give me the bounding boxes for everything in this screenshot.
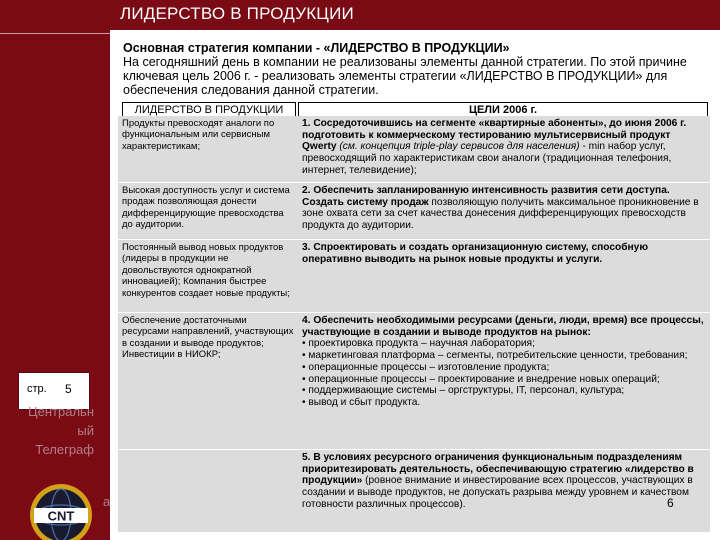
table-row: [118, 183, 710, 240]
goal-detail: - min набор услуг, превосходящий по характеристикам свои аналоги (традиционная телефония, интернет, телевидение);: [302, 141, 672, 176]
cnt-logo-icon: [28, 482, 94, 540]
row-right-text: [302, 118, 706, 177]
table-header-right: ЦЕЛИ 2006 г.: [298, 102, 708, 118]
row-right-text: [302, 242, 706, 265]
intro-body: На сегодняшний день в компании не реализованы элементы данной стратегии. По этой причине ключевая цель 2006 г. - реализовать элементы стратегии «ЛИДЕРСТВО В ПРОДУКЦИИ» для обеспечения следования данной стратегии.: [123, 55, 687, 97]
table-row: [118, 240, 710, 313]
page-label: стр.: [27, 383, 47, 395]
row-left-text: Продукты превосходят аналоги по функциональным или сервисным характеристикам;: [122, 118, 275, 152]
goal-detail: позволяющую получить максимальное проникновение в зоне охвата сети за счет качества донесения дифференцирующих превосходств продукта до аудитории.: [302, 196, 699, 232]
intro-heading: Основная стратегия компании - «ЛИДЕРСТВО В ПРОДУКЦИИ»: [123, 41, 510, 55]
row-right-text: [302, 185, 706, 232]
goal-bullet: • проектировка продукта – научная лаборатория;: [302, 338, 535, 350]
strategy-table: [118, 116, 710, 532]
table-row: [118, 313, 710, 450]
slide-title: ЛИДЕРСТВО В ПРОДУКЦИИ: [120, 4, 354, 23]
goal-title: 5. В условиях ресурсного ограничения функциональным подразделениям приоритезировать деятельность, обеспечивающую стратегию «лидерство в продукции»: [302, 452, 694, 487]
logo-tail-text: а: [103, 494, 111, 509]
row-right-text: [302, 452, 706, 511]
goal-detail: (ровное внимание и инвестирование всех процессов, участвующих в создании и выводе продуктов, не допускать разрыва между уровнем и качеством готовности различных процессов).: [302, 475, 693, 510]
goal-title: 4. Обеспечить необходимыми ресурсами (деньги, люди, время) все процессы, участвующие в создании и выводе продуктов на рынок:: [302, 315, 704, 338]
sidebar: [0, 30, 110, 540]
table-row: [118, 116, 710, 183]
table-row: [118, 450, 710, 533]
company-name-text: Центральн ый Телеграф: [28, 404, 94, 457]
row-left-text: Постоянный вывод новых продуктов (лидеры в продукции не довольствуются однократной инновацией); Компания быстрее конкурентов создает новые продукты;: [122, 242, 290, 299]
row-right-text: [302, 315, 706, 409]
goal-title: 3. Спроектировать и создать организационную систему, способную оперативно выводить на рынок новые продукты и услуги.: [302, 242, 649, 265]
slide-header: [0, 0, 720, 30]
goal-bullet: • операционные процессы – изготовление продукта;: [302, 361, 550, 373]
table-header-left: ЛИДЕРСТВО В ПРОДУКЦИИ: [122, 102, 296, 118]
goal-title: 1. Сосредоточившись на сегменте «квартирные абоненты», до июня 2006 г. подготовить к коммерческому тестированию мультисервисный продукт Qwerty: [302, 118, 687, 153]
goal-bullet: • поддерживающие системы – оргструктуры, IT, персонал, культура;: [302, 385, 625, 397]
row-left-text: Высокая доступность услуг и система продаж позволяющая донести дифференцирующие превосходства до аудитории.: [122, 185, 290, 231]
goal-title: 2. Обеспечить запланированную интенсивность развития сети доступа. Создать систему продаж: [302, 185, 670, 208]
goal-note: (см. концепция triple-play сервисов для населения): [336, 141, 580, 153]
logo-text: CNT: [47, 508, 75, 524]
goal-bullet: • операционные процессы – проектирование и внедрение новых операций;: [302, 373, 660, 385]
goal-bullet: • вывод и сбыт продукта.: [302, 396, 421, 408]
page-number: 5: [65, 382, 72, 396]
sidebar-divider: [0, 33, 110, 34]
slide-number: 6: [667, 496, 674, 510]
row-left-text: Обеспечение достаточными ресурсами направлений, участвующих в создании и выводе продуктов; Инвестиции в НИОКР;: [122, 315, 294, 361]
intro-block: [123, 41, 713, 97]
goal-bullet: • маркетинговая платформа – сегменты, потребительские ценности, требования;: [302, 350, 688, 362]
